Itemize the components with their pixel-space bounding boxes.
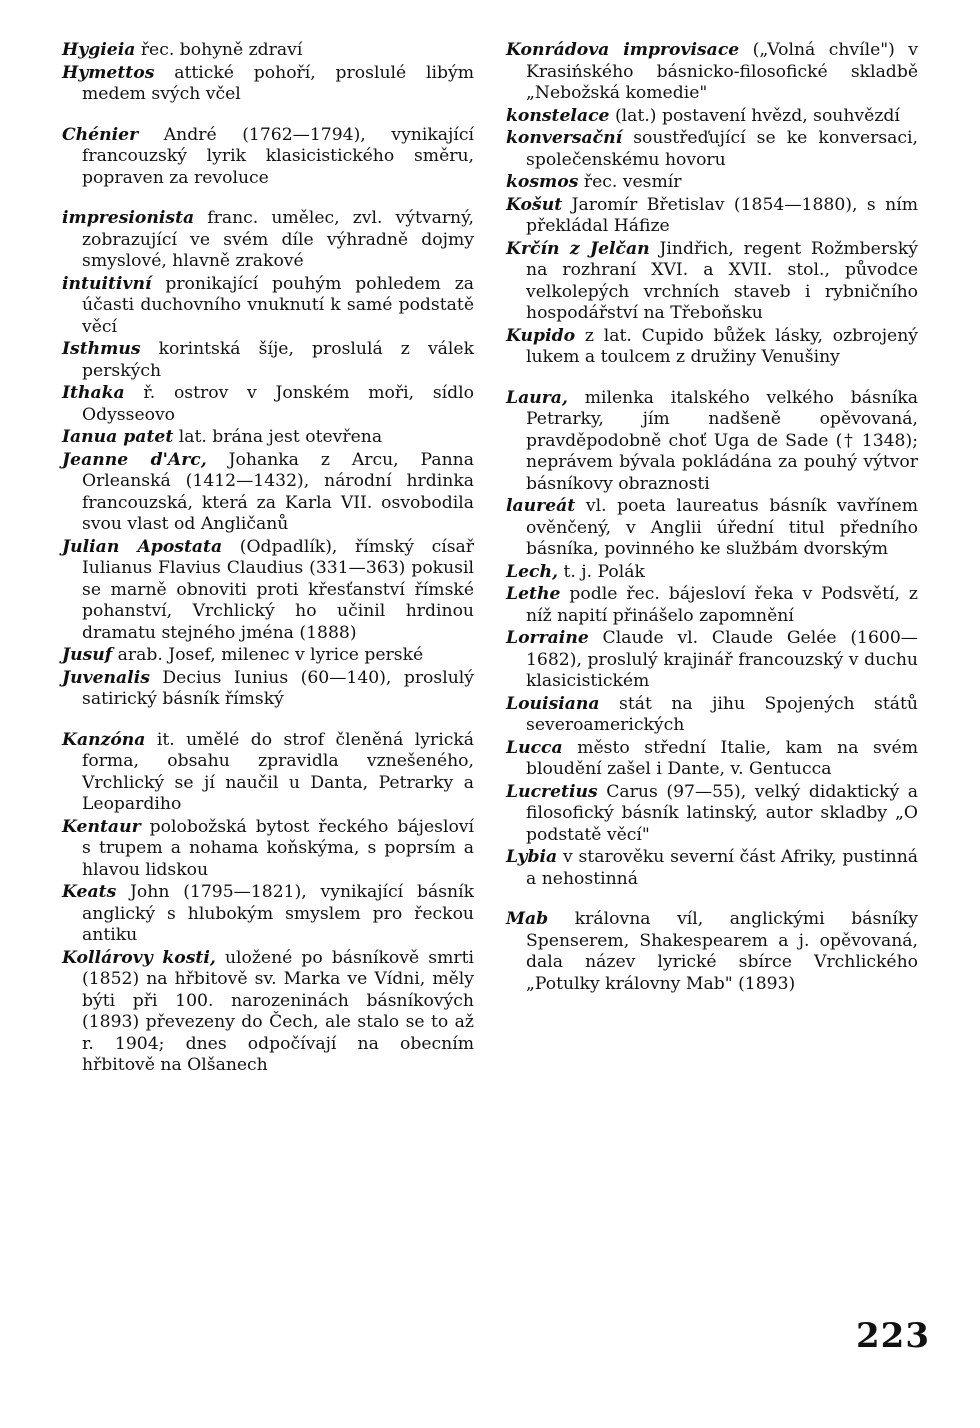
dictionary-entry [62,730,474,816]
dictionary-entry [506,782,918,847]
entry-definition: John (1795—1821), vynikající básník anglický s hlubokým smyslem pro řeckou antiku [82,882,474,945]
entry-definition: Jaromír Břetislav (1854—1880), s ním překládal Háfize [526,194,918,236]
dictionary-entry [506,847,918,890]
entry-definition: (Odpadlík), římský císař Iulianus Flavius Claudius (331—363) pokusil se marně obnoviti proti křesťanství římské pohanství, Vrchlický ho učinil hrdinou dramatu stejného jména (1888) [82,536,475,643]
dictionary-entry [62,383,474,426]
entry-headword: Ithaka [62,383,125,403]
entry-definition: vl. poeta laureatus básník vavřínem ověnčený, v Anglii úřední titul předního básníka, povinného ke službám dvorským [526,496,918,559]
page-number: 223 [856,1316,930,1356]
entry-headword: Jusuf [62,645,113,665]
entry-definition: město střední Italie, kam na svém bloudění zašel i Dante, v. Gentucca [526,737,918,779]
entry-headword: Julian Apostata [62,536,223,557]
entry-definition: t. j. Polák [563,561,645,582]
right-column [506,40,918,996]
entry-headword: Košut [506,194,563,215]
entry-headword: Kupido [506,325,576,346]
entry-definition: stát na jihu Spojených států severoamerických [526,693,918,735]
entry-headword: konversační [506,128,623,148]
entry-definition: uložené po básníkově smrti (1852) na hřbitově sv. Marka ve Vídni, měly býti při 100. narozeninách básníkových (1893) převezeny do Čech, ale stalo se to až r. 1904; dnes odpočívají na obecním hřbitově na Olšanech [82,947,474,1075]
dictionary-entry [62,274,474,339]
entry-headword: Hymettos [62,62,155,83]
dictionary-entry [62,537,474,645]
entry-definition: (lat.) postavení hvězd, souhvězdí [614,105,900,126]
entry-definition: André (1762—1794), vynikající francouzský lyrik klasicistického směru, popraven za revoluce [82,124,474,188]
entry-headword: Louisiana [506,693,600,714]
entry-headword: Lucca [506,737,563,758]
dictionary-entry [62,40,474,62]
entry-definition: („Volná chvíle") v Krasińského básnicko-filosofické skladbě „Nebožská komedie" [526,40,918,103]
dictionary-entry [506,40,918,105]
dictionary-entry [62,63,474,106]
entry-headword: Isthmus [62,339,141,359]
dictionary-entry [506,195,918,238]
dictionary-entry [506,584,918,627]
entry-definition: lat. brána jest otevřena [178,427,383,447]
dictionary-entry [62,339,474,382]
entry-definition: Johanka z Arcu, Panna Orleanská (1412—1432), národní hrdinka francouzská, která za Karla VII. osvobodila svou vlast od Angličanů [82,449,474,534]
dictionary-entry [506,909,918,995]
dictionary-entry [506,388,918,496]
entry-definition: franc. umělec, zvl. výtvarný, zobrazující ve svém díle výhradně dojmy smyslové, hlavně zrakové [82,208,474,271]
dictionary-entry [62,882,474,947]
entry-definition: polobožská bytost řeckého bájesloví s trupem a nohama koňskýma, s poprsím a hlavou lidskou [82,816,475,880]
dictionary-entry [62,450,474,536]
entry-headword: kosmos [506,172,579,192]
entry-definition: z lat. Cupido bůžek lásky, ozbrojený lukem a toulcem z družiny Venušiny [526,325,918,367]
entry-headword: Lech, [506,561,558,582]
dictionary-entry [62,668,474,711]
entry-headword: Chénier [62,124,139,145]
dictionary-entry [506,106,918,128]
entry-definition: attické pohoří, proslulé libým medem svých včel [82,62,474,104]
entry-headword: Ianua patet [62,427,174,447]
dictionary-entry [506,496,918,561]
entry-definition: řec. vesmír [583,172,682,192]
entry-definition: it. umělé do strof členěná lyrická forma, obsahu zpravidla vznešeného, Vrchlický se jí naučil u Danta, Petrarky a Leopardiho [82,729,474,814]
entry-headword: Konrádova improvisace [506,40,740,60]
entry-headword: intuitivní [62,273,152,294]
dictionary-entry [62,645,474,667]
entry-definition: Carus (97—55), velký didaktický a filosofický básník latinský, autor skladby „O podstatě věcí" [526,781,918,845]
entry-headword: Lorraine [506,628,589,648]
dictionary-entry [62,817,474,882]
entry-definition: ř. ostrov v Jonském moři, sídlo Odysseovo [82,383,474,425]
dictionary-entry [62,208,474,273]
entry-definition: arab. Josef, milenec v lyrice perské [117,645,424,665]
entry-definition: soustřeďující se ke konversaci, společenskému hovoru [526,128,918,170]
dictionary-entry [62,427,474,449]
entry-definition: v starověku severní část Afriky, pustinná a nehostinná [526,847,919,889]
dictionary-entry [506,239,918,325]
entry-headword: Jeanne d'Arc, [62,449,207,470]
dictionary-entry [506,172,918,194]
entry-definition: milenka italského velkého básníka Petrarky, jím nadšeně opěvovaná, pravděpodobně choť Uga de Sade († 1348); neprávem bývala pokládána za pouhý výtvor básníkovy obraznosti [526,387,918,494]
entry-headword: impresionista [62,208,195,228]
entry-headword: Lethe [506,584,561,604]
entry-definition: Decius Iunius (60—140), proslulý satirický básník římský [82,667,474,709]
dictionary-entry [506,628,918,693]
entry-definition: podle řec. bájesloví řeka v Podsvětí, z níž napití přinášelo zapomnění [526,584,918,626]
entry-headword: Kentaur [62,816,141,837]
entry-headword: Kollárovy kosti, [62,947,216,968]
entry-definition: Jindřich, regent Rožmberský na rozhraní XVI. a XVII. stol., původce velkolepých vrchních staveb i rybničního hospodářství na Třeboňsku [526,238,918,323]
entry-definition: korintská šíje, proslulá z válek perských [82,339,474,381]
entry-definition: řec. bohyně zdraví [140,40,303,60]
entry-headword: Hygieia [62,40,136,60]
entry-headword: Lucretius [506,781,598,802]
dictionary-entry [506,694,918,737]
entry-headword: Kanzóna [62,729,146,750]
entry-headword: Krčín z Jelčan [506,238,650,259]
entry-definition: pronikající pouhým pohledem za účasti duchovního vnuknutí k samé podstatě věcí [82,273,474,337]
entry-headword: laureát [506,496,576,516]
entry-headword: Lybia [506,847,558,867]
dictionary-entry [62,125,474,190]
dictionary-entry [506,738,918,781]
entry-headword: Mab [506,909,549,929]
entry-headword: Laura, [506,387,568,408]
entry-definition: Claude vl. Claude Gelée (1600—1682), proslulý krajinář francouzský v duchu klasicistickém [526,628,918,691]
dictionary-entry [506,128,918,171]
entry-headword: Keats [62,882,117,902]
dictionary-entry [62,948,474,1077]
left-column [62,40,474,1078]
dictionary-entry [506,326,918,369]
entry-headword: konstelace [506,105,610,126]
entry-definition: královna víl, anglickými básníky Spenserem, Shakespearem a j. opěvovaná, dala název lyrické sbírce Vrchlického „Potulky královny Mab" (1893) [526,909,918,994]
dictionary-entry [506,562,918,584]
entry-headword: Juvenalis [62,667,150,688]
